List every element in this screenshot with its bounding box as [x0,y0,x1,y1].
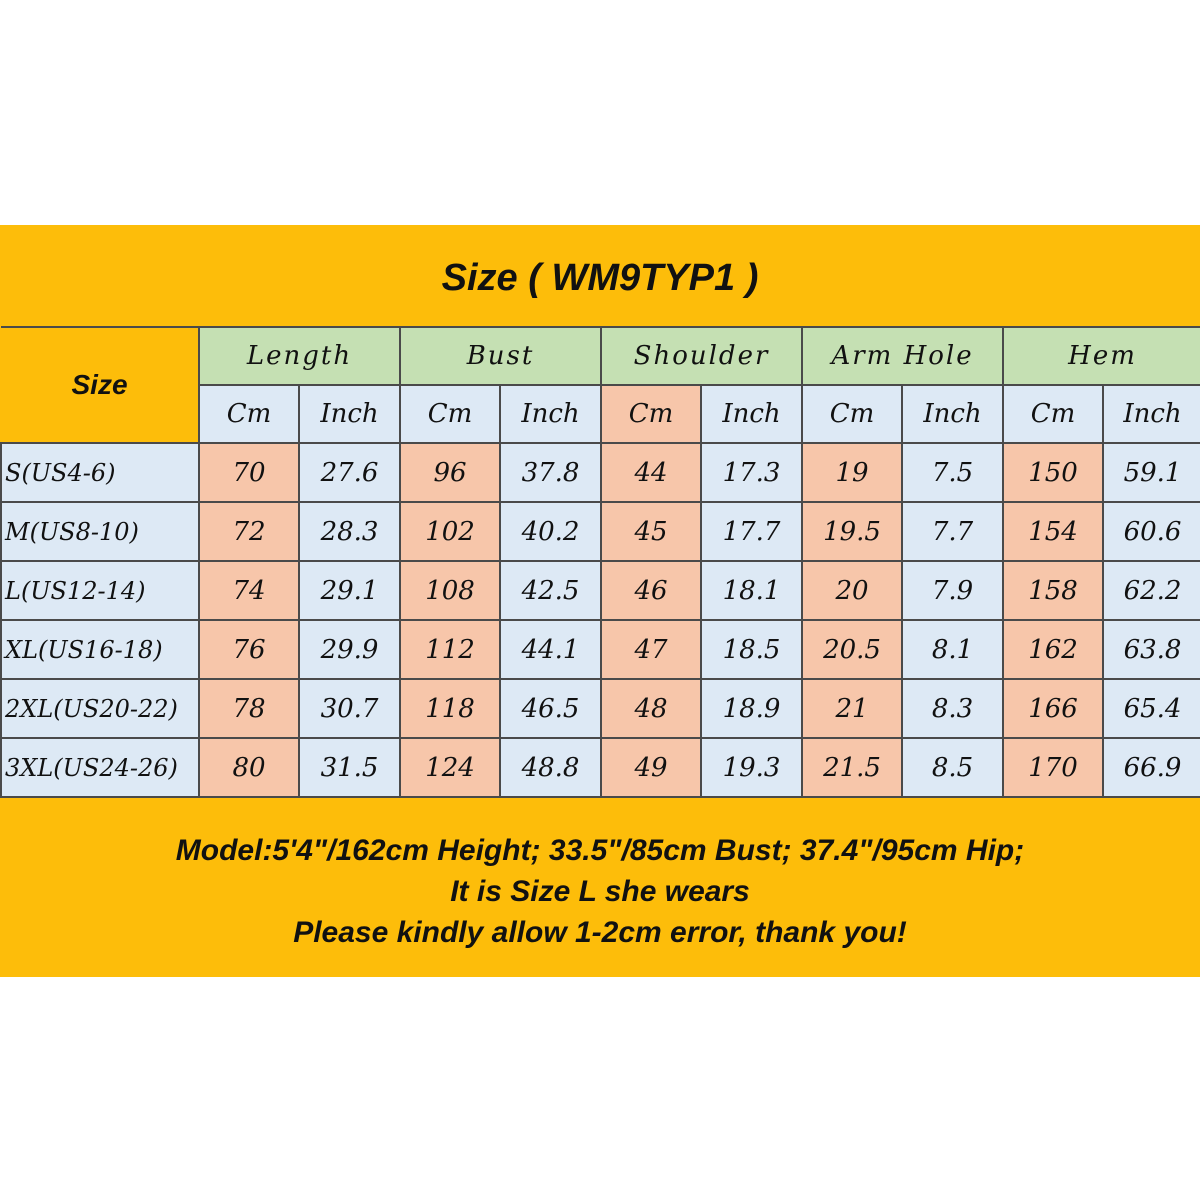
size-label-cell: L(US12-14) [1,561,199,620]
group-header-bust: Bust [400,327,601,385]
inch-value-cell: 8.3 [902,679,1003,738]
inch-value-cell: 18.1 [701,561,802,620]
inch-value-cell: 7.7 [902,502,1003,561]
unit-header-cell: Cm [1003,385,1103,443]
size-label-cell: 2XL(US20-22) [1,679,199,738]
cm-value-cell: 21 [802,679,902,738]
cm-value-cell: 19 [802,443,902,502]
table-row [1,502,1200,561]
table-row [1,561,1200,620]
inch-value-cell: 42.5 [500,561,601,620]
unit-header-cell: Inch [1103,385,1200,443]
size-column-header: Size [1,327,199,443]
inch-value-cell: 44.1 [500,620,601,679]
cm-value-cell: 78 [199,679,299,738]
cm-value-cell: 96 [400,443,500,502]
inch-value-cell: 7.9 [902,561,1003,620]
group-header-row [1,327,1200,385]
inch-value-cell: 8.5 [902,738,1003,797]
cm-value-cell: 124 [400,738,500,797]
inch-value-cell: 18.9 [701,679,802,738]
cm-value-cell: 158 [1003,561,1103,620]
unit-header-cell: Cm [802,385,902,443]
group-header-arm-hole: Arm Hole [802,327,1003,385]
inch-value-cell: 8.1 [902,620,1003,679]
cm-value-cell: 49 [601,738,701,797]
size-label-cell: 3XL(US24-26) [1,738,199,797]
table-body [1,443,1200,797]
cm-value-cell: 112 [400,620,500,679]
inch-value-cell: 40.2 [500,502,601,561]
cm-value-cell: 108 [400,561,500,620]
inch-value-cell: 66.9 [1103,738,1200,797]
cm-value-cell: 166 [1003,679,1103,738]
cm-value-cell: 154 [1003,502,1103,561]
inch-value-cell: 62.2 [1103,561,1200,620]
cm-value-cell: 45 [601,502,701,561]
table-row [1,679,1200,738]
unit-header-cell: Inch [299,385,400,443]
inch-value-cell: 31.5 [299,738,400,797]
unit-header-cell: Inch [902,385,1003,443]
inch-value-cell: 29.9 [299,620,400,679]
note-model-measurements: Model:5'4"/162cm Height; 33.5"/85cm Bust; 37.4"/95cm Hip; [175,834,1025,867]
cm-value-cell: 170 [1003,738,1103,797]
table-row [1,443,1200,502]
cm-value-cell: 46 [601,561,701,620]
size-label-cell: M(US8-10) [1,502,199,561]
cm-value-cell: 72 [199,502,299,561]
cm-value-cell: 80 [199,738,299,797]
note-error-allowance: Please kindly allow 1-2cm error, thank you! [293,916,907,949]
cm-value-cell: 21.5 [802,738,902,797]
chart-title: Size ( WM9TYP1 ) [441,257,759,299]
inch-value-cell: 17.7 [701,502,802,561]
cm-value-cell: 162 [1003,620,1103,679]
unit-header-cell: Inch [500,385,601,443]
cm-value-cell: 19.5 [802,502,902,561]
unit-header-cell: Cm [199,385,299,443]
inch-value-cell: 29.1 [299,561,400,620]
group-header-length: Length [199,327,400,385]
cm-value-cell: 48 [601,679,701,738]
inch-value-cell: 46.5 [500,679,601,738]
notes [0,830,1200,953]
inch-value-cell: 18.5 [701,620,802,679]
unit-header-cell: Cm [400,385,500,443]
unit-header-cell: Cm [601,385,701,443]
inch-value-cell: 17.3 [701,443,802,502]
unit-header-cell: Inch [701,385,802,443]
table-row [1,620,1200,679]
cm-value-cell: 70 [199,443,299,502]
inch-value-cell: 65.4 [1103,679,1200,738]
cm-value-cell: 20.5 [802,620,902,679]
cm-value-cell: 76 [199,620,299,679]
cm-value-cell: 47 [601,620,701,679]
inch-value-cell: 48.8 [500,738,601,797]
group-header-hem: Hem [1003,327,1200,385]
inch-value-cell: 28.3 [299,502,400,561]
inch-value-cell: 7.5 [902,443,1003,502]
inch-value-cell: 19.3 [701,738,802,797]
cm-value-cell: 44 [601,443,701,502]
inch-value-cell: 37.8 [500,443,601,502]
size-label-cell: S(US4-6) [1,443,199,502]
size-label-cell: XL(US16-18) [1,620,199,679]
cm-value-cell: 102 [400,502,500,561]
inch-value-cell: 63.8 [1103,620,1200,679]
table-row [1,738,1200,797]
inch-value-cell: 60.6 [1103,502,1200,561]
group-header-shoulder: Shoulder [601,327,802,385]
size-table [0,326,1200,798]
note-model-size: It is Size L she wears [450,875,750,908]
inch-value-cell: 30.7 [299,679,400,738]
cm-value-cell: 118 [400,679,500,738]
inch-value-cell: 27.6 [299,443,400,502]
inch-value-cell: 59.1 [1103,443,1200,502]
cm-value-cell: 150 [1003,443,1103,502]
cm-value-cell: 74 [199,561,299,620]
cm-value-cell: 20 [802,561,902,620]
